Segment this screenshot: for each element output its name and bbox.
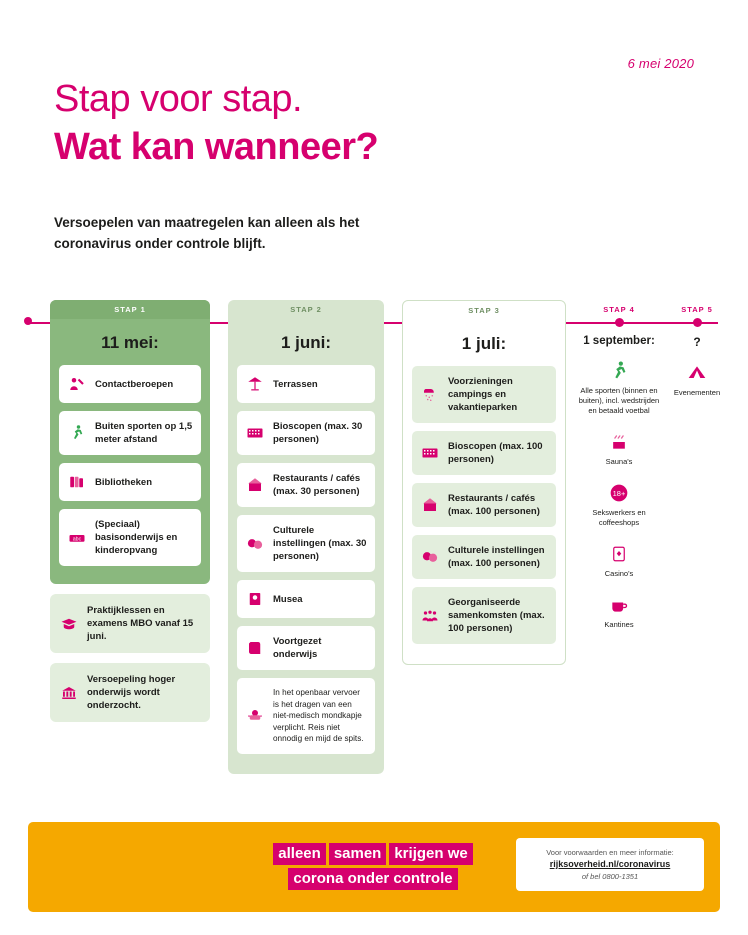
graduation-cap-icon: [59, 614, 79, 634]
list-item: [237, 463, 375, 507]
list-item-label: Buiten sporten op 1,5 meter afstand: [95, 421, 193, 445]
events-tent-icon: [666, 361, 728, 385]
info-phone: of bel 0800-1351: [581, 872, 639, 881]
list-item: [59, 463, 201, 501]
camping-shower-icon: [420, 385, 440, 405]
slogan-word: krijgen we: [389, 843, 472, 865]
list-item: [412, 483, 556, 527]
step-2-date: 1 juni:: [280, 333, 332, 352]
list-item: [412, 431, 556, 475]
svg-text:abc: abc: [72, 535, 82, 542]
list-item-label: Sekswerkers en coffeeshops: [592, 508, 646, 527]
theatre-masks-icon: [420, 547, 440, 567]
list-item-label: Bioscopen (max. 100 personen): [448, 441, 543, 465]
museum-icon: [245, 589, 265, 609]
runner-icon: [578, 359, 660, 383]
step-5-date: ?: [693, 335, 701, 349]
subtitle: Versoepelen van maatregelen kan alleen als het coronavirus onder controle blijft.: [54, 215, 360, 251]
step-3-date: 1 juli:: [461, 334, 507, 353]
page-title: [54, 76, 378, 170]
list-item-label: Sauna's: [605, 457, 633, 466]
column-step-3: [402, 300, 566, 665]
list-item: [578, 542, 660, 579]
list-item: [578, 481, 660, 528]
svg-text:18+: 18+: [612, 488, 626, 498]
canteen-cup-icon: [578, 593, 660, 617]
list-item-label: Evenementen: [673, 388, 721, 397]
contact-professions-icon: [67, 374, 87, 394]
list-item-label: Restaurants / cafés (max. 30 personen): [273, 473, 361, 497]
list-item-label: Voorzieningen campings en vakantieparken: [448, 376, 518, 413]
list-item-label: Terrassen: [273, 378, 318, 390]
list-item-label: Georganiseerde samenkomsten (max. 100 personen): [448, 597, 545, 634]
slogan-row-2: [268, 868, 478, 890]
list-item-label: Casino's: [604, 569, 634, 578]
step-1-date: 11 mei:: [101, 333, 159, 352]
extra-note-label: Praktijklessen en examens MBO vanaf 15 juni.: [87, 605, 194, 642]
slogan-word: samen: [329, 843, 387, 865]
list-item-transport-note: [237, 678, 375, 754]
list-item: [237, 515, 375, 572]
cinema-icon: [245, 423, 265, 443]
list-item: [237, 411, 375, 455]
list-item: [666, 361, 728, 398]
column-step-5: [666, 300, 728, 412]
abc-blocks-icon: [67, 528, 87, 548]
info-website-link[interactable]: rijksoverheid.nl/coronavirus: [549, 859, 671, 869]
info-box: [516, 838, 704, 891]
timeline-start-dot: [24, 317, 32, 325]
list-item: [412, 366, 556, 423]
step-4-date: 1 september:: [583, 335, 655, 347]
list-item-label: (Speciaal) basisonderwijs en kinderopvang: [95, 519, 178, 556]
step-3-label: STAP 3: [468, 306, 500, 315]
list-item-label: Alle sporten (binnen en buiten), incl. wedstrijden en betaald voetbal: [578, 386, 660, 415]
step-5-label: STAP 5: [681, 305, 713, 314]
slogan-row-1: [268, 843, 478, 865]
list-item-label: Musea: [273, 593, 303, 605]
step-2-panel: [228, 300, 384, 774]
list-item: [412, 587, 556, 644]
info-line-1: Voor voorwaarden en meer informatie:: [546, 848, 674, 857]
date-stamp: 6 mei 2020: [627, 56, 694, 71]
casino-cards-icon: [578, 542, 660, 566]
list-item: [59, 365, 201, 403]
school-icon: [245, 638, 265, 658]
list-item-label: Culturele instellingen (max. 100 personen): [448, 545, 545, 569]
list-item-label: Kantines: [604, 620, 634, 629]
list-item-label: Bibliotheken: [95, 476, 153, 488]
title-line-1: Stap voor stap.: [54, 78, 303, 120]
list-item: [578, 359, 660, 416]
restaurant-icon: [420, 495, 440, 515]
step-1-label: STAP 1: [50, 300, 210, 319]
step-1-panel: [50, 300, 210, 584]
extra-note-practical-lessons: [50, 594, 210, 653]
list-item-label: In het openbaar vervoer is het dragen van een niet-medisch mondkapje verplicht. Reis niet onnodig en mijd de spits.: [273, 688, 364, 743]
slogan-word: corona onder controle: [288, 868, 457, 890]
list-item-label: Culturele instellingen (max. 30 personen): [273, 525, 367, 562]
list-item: [412, 535, 556, 579]
terrace-icon: [245, 374, 265, 394]
step-4-label: STAP 4: [603, 305, 635, 314]
slogan-word: alleen: [273, 843, 326, 865]
list-item-label: Contactberoepen: [95, 378, 174, 390]
theatre-masks-icon: [245, 534, 265, 554]
column-step-1: [50, 300, 210, 722]
list-item: [59, 509, 201, 566]
restaurant-icon: [245, 475, 265, 495]
eighteen-plus-icon: [578, 481, 660, 505]
column-step-4: [578, 300, 660, 644]
step-3-panel: [402, 300, 566, 665]
extra-note-higher-education: [50, 663, 210, 722]
column-step-2: [228, 300, 384, 774]
university-icon: [59, 683, 79, 703]
list-item-label: Voortgezet onderwijs: [273, 636, 322, 660]
step-2-label: STAP 2: [290, 305, 322, 314]
extra-note-label: Versoepeling hoger onderwijs wordt onderzocht.: [87, 674, 176, 711]
title-line-2: Wat kan wanneer?: [54, 126, 379, 168]
list-item-label: Restaurants / cafés (max. 100 personen): [448, 493, 540, 517]
runner-icon: [67, 423, 87, 443]
sauna-icon: [578, 430, 660, 454]
list-item: [237, 580, 375, 618]
gathering-icon: [420, 606, 440, 626]
campaign-slogan: [268, 843, 478, 893]
list-item: [237, 626, 375, 670]
list-item: [578, 593, 660, 630]
face-mask-icon: [245, 706, 265, 726]
cinema-icon: [420, 443, 440, 463]
list-item: [59, 411, 201, 455]
library-icon: [67, 472, 87, 492]
list-item: [578, 430, 660, 467]
list-item: [237, 365, 375, 403]
list-item-label: Bioscopen (max. 30 personen): [273, 421, 363, 445]
